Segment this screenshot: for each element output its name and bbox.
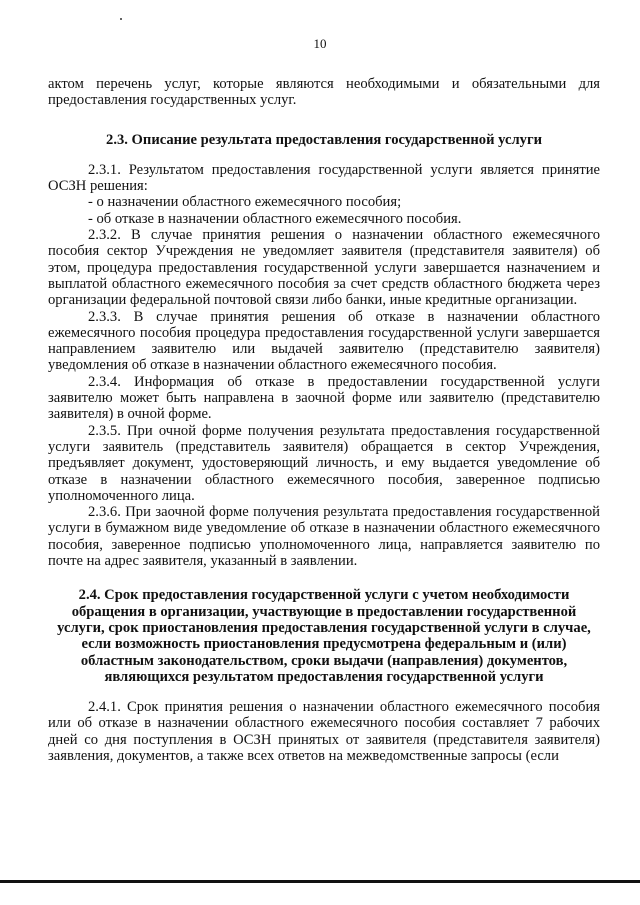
intro-paragraph: актом перечень услуг, которые являются необходимыми и обязательными для предоставления государственных услуг. — [48, 76, 600, 109]
paragraph-2-3-5: 2.3.5. При очной форме получения результата предоставления государственной услуги заявитель (представитель заявителя) обращается в сектор Учреждения, предъявляет документ, удостоверяющий личность, и ему выдается уведомление об отказе в назначении областного ежемесячного пособия, заверенное подписью уполномоченного лица. — [48, 422, 600, 504]
page-number: 10 — [313, 36, 327, 51]
paragraph-2-3-4: 2.3.4. Информация об отказе в предоставлении государственной услуги заявителю может быть направлена в заочной форме или заявителю (представителю заявителя) в очной форме. — [48, 373, 600, 423]
paragraph-2-4-1: 2.4.1. Срок принятия решения о назначении областного ежемесячного пособия или об отказе в назначении областного ежемесячного пособия составляет 7 рабочих дней со дня поступления в ОСЗН принятых от заявителя (представителя заявителя) заявления, документов, а также всех ответов на межведомственные запросы (если — [48, 699, 600, 764]
section-2-4-heading: 2.4. Срок предоставления государственной услуги с учетом необходимости обращения в организации, участвующие в предоставлении государственной услуги, срок приостановления предоставления государственной услуги в случае, если возможность приостановления предусмотрена федеральным и (или) областным законодательством, сроки выдачи (направления) документов, являющихся результатом предоставления государственной услуги — [57, 587, 591, 685]
paragraph-2-3-6: 2.3.6. При заочной форме получения результата предоставления государственной услуги в бумажном виде уведомление об отказе в назначении областного ежемесячного пособия, заверенное подписью уполномоченного лица, направляется заявителю по почте на адрес заявителя, указанный в заявлении. — [48, 504, 600, 570]
scan-speck — [120, 18, 122, 20]
bullet-appointment: - о назначении областного ежемесячного пособия; — [88, 194, 402, 211]
paragraph-2-3-2: 2.3.2. В случае принятия решения о назначении областного ежемесячного пособия сектор Учреждения не уведомляет заявителя (представителя заявителя) об этом, процедура предоставления государственной услуги завершается назначением и выплатой областного ежемесячного пособия за счет средств областного бюджета через организации федеральной почтовой связи либо банки, иные кредитные организации. — [48, 227, 600, 309]
bullet-refusal: - об отказе в назначении областного ежемесячного пособия. — [88, 210, 462, 227]
paragraph-2-3-1: 2.3.1. Результатом предоставления государственной услуги является принятие ОСЗН решения: — [48, 161, 600, 195]
document-body — [48, 76, 600, 764]
paragraph-2-3-3: 2.3.3. В случае принятия решения об отказе в назначении областного ежемесячного пособия процедура предоставления государственной услуги завершается направлением заявителю или выдачей заявителю (представителю заявителя) уведомления об отказе в назначении областного ежемесячного пособия. — [48, 308, 600, 374]
section-2-3-heading: 2.3. Описание результата предоставления государственной услуги — [106, 131, 542, 148]
bottom-scan-border — [0, 880, 640, 883]
